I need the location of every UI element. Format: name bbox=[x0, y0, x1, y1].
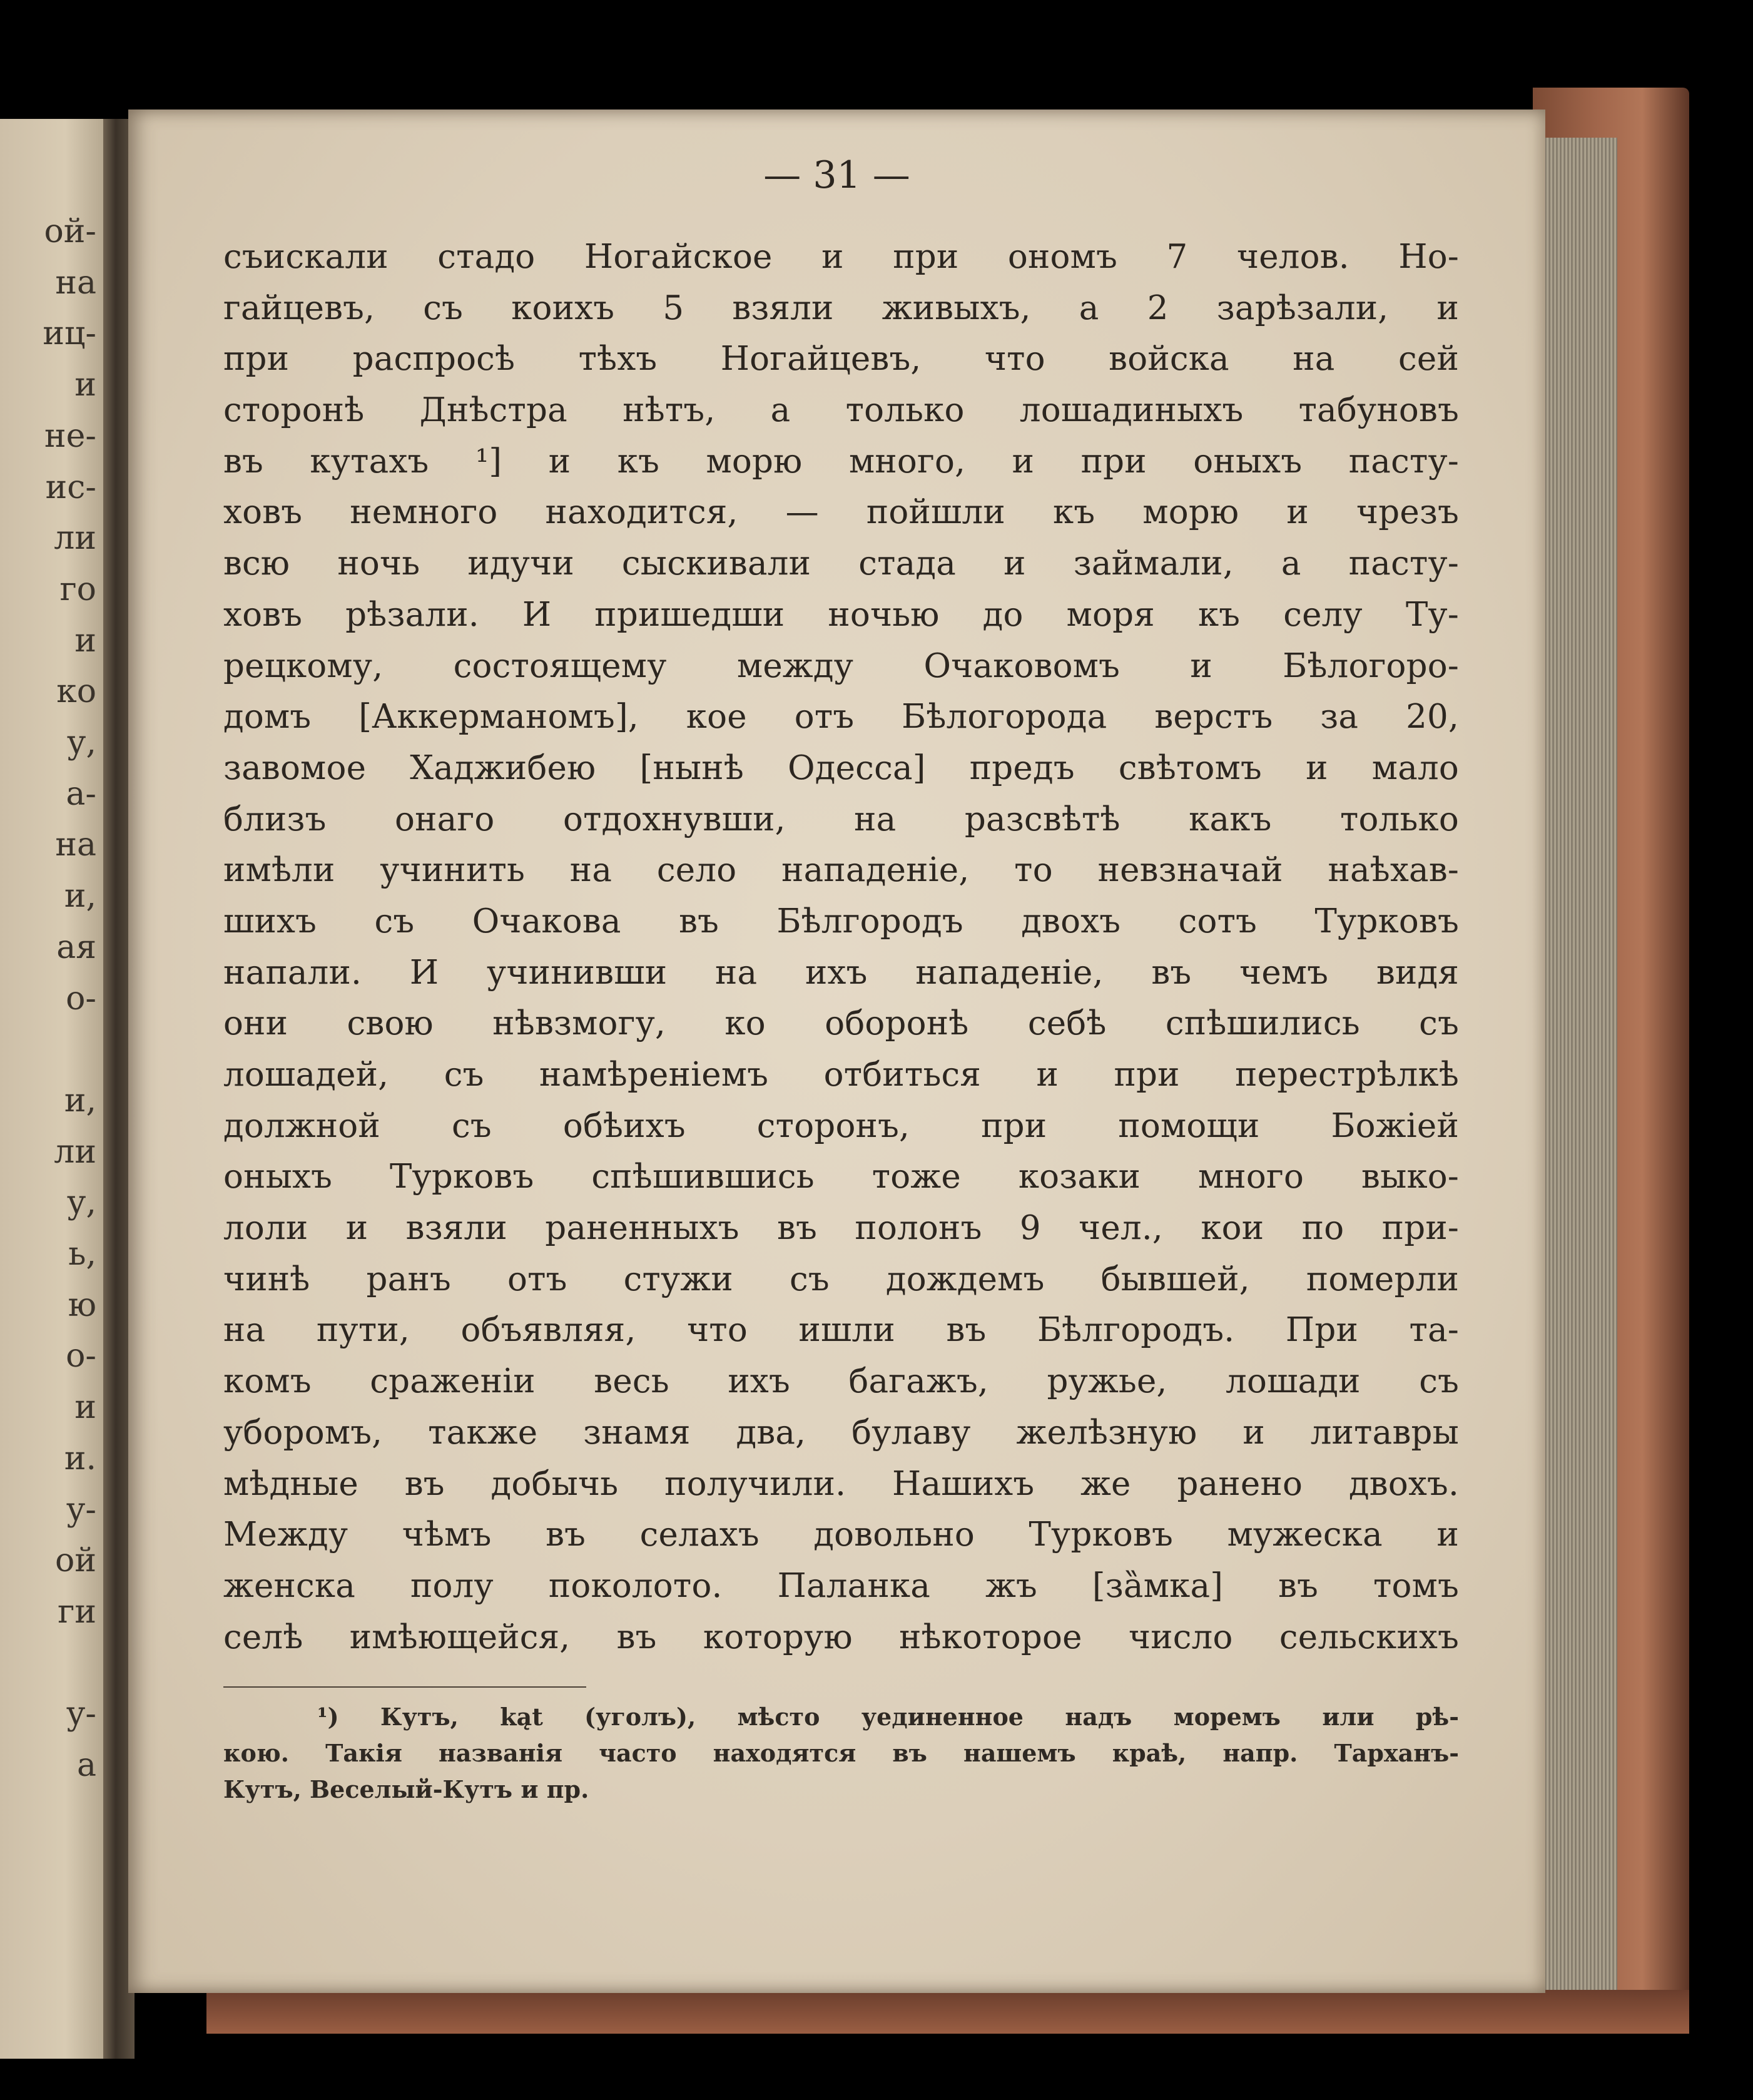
text-line: сторонѣ Днѣстра нѣтъ, а только лошадиныхъ табуновъ bbox=[223, 391, 1459, 430]
left-page-fragment: и bbox=[74, 1389, 96, 1427]
text-line: комъ сраженіи весь ихъ багажъ, ружье, лошади съ bbox=[223, 1362, 1459, 1401]
text-line: шихъ съ Очакова въ Бѣлгородъ двохъ сотъ Турковъ bbox=[223, 902, 1459, 940]
text-line: оныхъ Турковъ спѣшившись тоже козаки много выко- bbox=[223, 1158, 1459, 1196]
left-page-fragment: у, bbox=[66, 724, 96, 762]
footnote-rule bbox=[223, 1686, 586, 1688]
text-line: чинѣ ранъ отъ стужи съ дождемъ бывшей, померли bbox=[223, 1260, 1459, 1298]
body-text bbox=[223, 232, 1459, 1663]
left-page-fragment: ой bbox=[55, 1542, 96, 1580]
left-page-fragment: и bbox=[74, 366, 96, 404]
left-page-fragment: не- bbox=[44, 417, 96, 455]
left-page-fragment: о- bbox=[66, 979, 96, 1017]
left-page-fragment: ю bbox=[68, 1286, 96, 1324]
left-page bbox=[0, 119, 119, 2059]
text-line: всю ночь идучи сыскивали стада и займали, а пасту- bbox=[223, 544, 1459, 583]
text-line: ховъ немного находится, — пойшли къ морю и чрезъ bbox=[223, 493, 1459, 532]
left-page-fragment: а- bbox=[66, 775, 96, 813]
left-page-fragment: ь, bbox=[68, 1235, 96, 1273]
book-cover-bottom bbox=[206, 1990, 1689, 2034]
text-line: при распросѣ тѣхъ Ногайцевъ, что войска на сей bbox=[223, 340, 1459, 379]
text-line: они свою нѣвзмогу, ко оборонѣ себѣ спѣшились съ bbox=[223, 1004, 1459, 1043]
left-page-fragment: ко bbox=[56, 673, 96, 711]
footnote-line: Кутъ, Веселый-Кутъ и пр. bbox=[223, 1775, 589, 1803]
page-edges bbox=[1542, 138, 1617, 2002]
left-page-fragment: ис- bbox=[45, 468, 96, 506]
text-line: рецкому, состоящему между Очаковомъ и Бѣлогоро- bbox=[223, 646, 1459, 685]
left-page-fragment: у- bbox=[66, 1491, 96, 1529]
text-line: лоли и взяли раненныхъ въ полонъ 9 чел., кои по при- bbox=[223, 1209, 1459, 1248]
left-page-fragment: иц- bbox=[43, 315, 96, 353]
footnote-line: ¹) Кутъ, kąt (уголъ), мѣсто уединенное надъ моремъ или рѣ- bbox=[317, 1703, 1459, 1731]
left-page-fragment: на bbox=[55, 826, 96, 864]
left-page-fragment: ой- bbox=[44, 213, 96, 250]
left-page-fragment: у- bbox=[66, 1695, 96, 1733]
left-page-fragment: о- bbox=[66, 1337, 96, 1375]
left-page-fragment: го bbox=[59, 570, 96, 608]
text-line: домъ [Аккерманомъ], кое отъ Бѣлогорода верстъ за 20, bbox=[223, 698, 1459, 737]
text-line: имѣли учинить на село нападеніе, то невзначай наѣхав- bbox=[223, 851, 1459, 890]
text-line: на пути, объявляя, что ишли въ Бѣлгородъ. При та- bbox=[223, 1311, 1459, 1350]
text-line: съискали стадо Ногайское и при ономъ 7 челов. Но- bbox=[223, 238, 1459, 276]
text-line: селѣ имѣющейся, въ которую нѣкоторое число сельскихъ bbox=[223, 1618, 1459, 1656]
left-page-fragment: ая bbox=[56, 928, 96, 966]
text-line: гайцевъ, съ коихъ 5 взяли живыхъ, а 2 зарѣзали, и bbox=[223, 288, 1459, 327]
left-page-fragment: а bbox=[76, 1746, 96, 1784]
left-page-fragment: у, bbox=[66, 1184, 96, 1222]
text-line: должной съ обѣихъ сторонъ, при помощи Божіей bbox=[223, 1106, 1459, 1145]
left-page-fragment: и, bbox=[64, 1081, 96, 1119]
text-line: напали. И учинивши на ихъ нападеніе, въ чемъ видя bbox=[223, 953, 1459, 992]
left-page-fragment: ли bbox=[54, 1133, 96, 1171]
footnote-line: кою. Такія названія часто находятся въ нашемъ краѣ, напр. Тарханъ- bbox=[223, 1739, 1459, 1767]
text-line: въ кутахъ ¹] и къ морю много, и при оныхъ пасту- bbox=[223, 442, 1459, 481]
text-line: женска полу поколото. Паланка жъ [зȁмка] въ томъ bbox=[223, 1566, 1459, 1605]
left-page-fragment: и bbox=[74, 621, 96, 660]
text-line: мѣдные въ добычь получили. Нашихъ же ранено двохъ. bbox=[223, 1464, 1459, 1503]
left-page-fragment: и. bbox=[64, 1439, 96, 1477]
main-page bbox=[128, 110, 1545, 1993]
left-page-fragment: ли bbox=[54, 519, 96, 558]
text-line: Между чѣмъ въ селахъ довольно Турковъ мужеска и bbox=[223, 1516, 1459, 1554]
text-line: ховъ рѣзали. И пришедши ночью до моря къ селу Ту- bbox=[223, 595, 1459, 634]
left-page-fragment: и, bbox=[64, 877, 96, 915]
text-line: близъ онаго отдохнувши, на разсвѣтѣ какъ только bbox=[223, 800, 1459, 838]
footnotes bbox=[223, 1699, 1459, 1808]
text-line: уборомъ, также знамя два, булаву желѣзную и литавры bbox=[223, 1413, 1459, 1452]
left-page-fragment: на bbox=[55, 263, 96, 302]
text-line: завомое Хаджибею [нынѣ Одесса] предъ свѣтомъ и мало bbox=[223, 748, 1459, 787]
text-line: лошадей, съ намѣреніемъ отбиться и при перестрѣлкѣ bbox=[223, 1056, 1459, 1094]
page-number: — 31 — bbox=[763, 153, 910, 197]
left-page-fragment: ги bbox=[58, 1593, 96, 1631]
